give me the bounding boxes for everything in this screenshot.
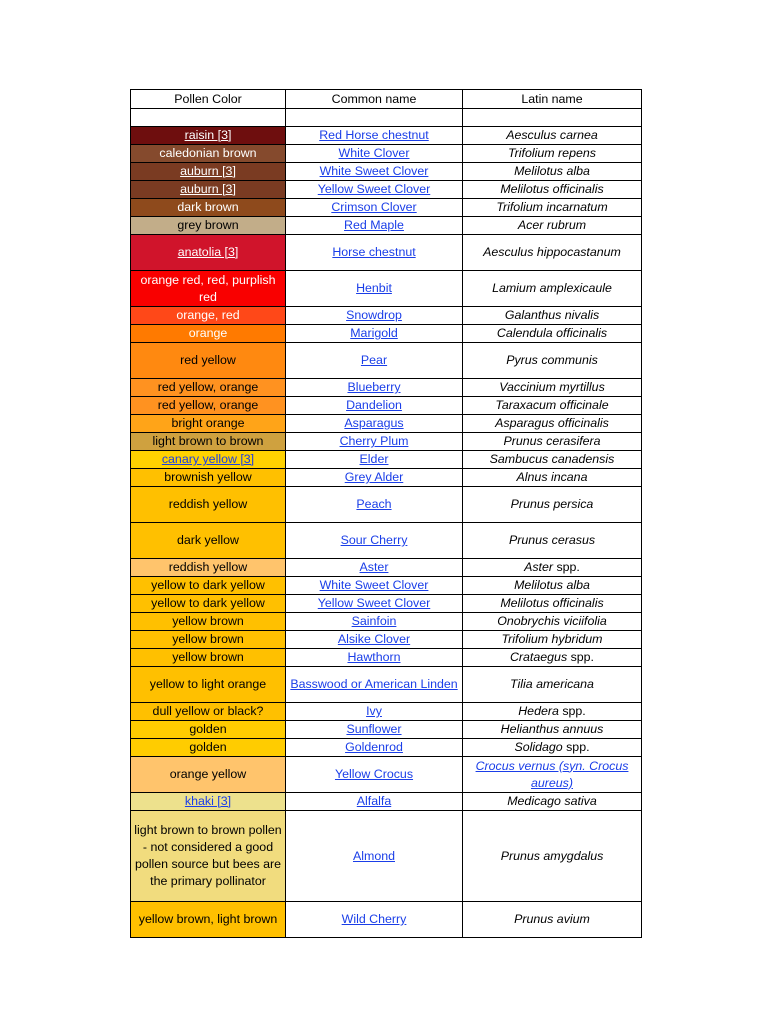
- pollen-color-cell: yellow brown: [131, 649, 286, 667]
- table-row: [131, 757, 642, 793]
- pollen-color-cell: [131, 181, 286, 199]
- pollen-color-cell: dark brown: [131, 199, 286, 217]
- table-row: [131, 217, 642, 235]
- common-name-link[interactable]: Ivy: [366, 704, 382, 718]
- common-name-link[interactable]: Snowdrop: [346, 308, 402, 322]
- latin-name-text: Melilotus alba: [514, 578, 590, 592]
- common-name-cell: [286, 523, 463, 559]
- pollen-color-cell: dull yellow or black?: [131, 703, 286, 721]
- latin-name-cell: [463, 631, 642, 649]
- common-name-link[interactable]: White Sweet Clover: [319, 164, 429, 178]
- pollen-color-link[interactable]: auburn [3]: [180, 164, 236, 178]
- common-name-link[interactable]: Elder: [359, 452, 389, 466]
- latin-name-cell: [463, 811, 642, 902]
- latin-name-cell: [463, 667, 642, 703]
- common-name-cell: [286, 397, 463, 415]
- pollen-color-cell: orange red, red, purplish red: [131, 271, 286, 307]
- pollen-color-cell: orange: [131, 325, 286, 343]
- latin-name-text: Sambucus canadensis: [489, 452, 615, 466]
- latin-name-cell: [463, 559, 642, 577]
- latin-name-cell: [463, 397, 642, 415]
- latin-name-cell: [463, 415, 642, 433]
- empty-cell: [463, 109, 642, 127]
- latin-name-text: Aesculus hippocastanum: [483, 245, 621, 259]
- pollen-color-cell: red yellow: [131, 343, 286, 379]
- latin-name-cell: [463, 145, 642, 163]
- latin-name-link[interactable]: Crocus vernus (syn. Crocus aureus): [475, 758, 629, 790]
- latin-name-cell: [463, 181, 642, 199]
- common-name-cell: [286, 721, 463, 739]
- latin-name-text: Hedera: [518, 704, 559, 718]
- common-name-link[interactable]: Peach: [356, 497, 392, 511]
- latin-name-text: Tilia americana: [510, 677, 594, 691]
- common-name-link[interactable]: Cherry Plum: [339, 434, 409, 448]
- common-name-link[interactable]: Red Horse chestnut: [319, 128, 429, 142]
- pollen-color-cell: [131, 127, 286, 145]
- table-row: [131, 379, 642, 397]
- latin-name-cell: [463, 235, 642, 271]
- pollen-color-table: [130, 89, 642, 938]
- pollen-color-cell: [131, 163, 286, 181]
- latin-name-cell: [463, 577, 642, 595]
- table-row: [131, 577, 642, 595]
- common-name-cell: [286, 631, 463, 649]
- common-name-cell: [286, 415, 463, 433]
- pollen-color-cell: grey brown: [131, 217, 286, 235]
- latin-name-text: Onobrychis viciifolia: [497, 614, 607, 628]
- latin-name-text: Medicago sativa: [507, 794, 597, 808]
- latin-name-cell: [463, 199, 642, 217]
- common-name-cell: [286, 793, 463, 811]
- common-name-link[interactable]: Aster: [359, 560, 389, 574]
- common-name-cell: [286, 307, 463, 325]
- common-name-cell: [286, 902, 463, 938]
- empty-cell: [131, 109, 286, 127]
- pollen-color-cell: reddish yellow: [131, 487, 286, 523]
- common-name-link[interactable]: Goldenrod: [345, 740, 403, 754]
- common-name-link[interactable]: Blueberry: [347, 380, 401, 394]
- common-name-cell: [286, 703, 463, 721]
- common-name-link[interactable]: Grey Alder: [344, 470, 404, 484]
- common-name-link[interactable]: Alfalfa: [356, 794, 392, 808]
- pollen-color-link[interactable]: raisin [3]: [184, 128, 232, 142]
- pollen-color-cell: caledonian brown: [131, 145, 286, 163]
- latin-name-cell: [463, 613, 642, 631]
- latin-name-cell: [463, 595, 642, 613]
- latin-name-text: Lamium amplexicaule: [492, 281, 612, 295]
- common-name-cell: [286, 199, 463, 217]
- latin-name-cell: [463, 902, 642, 938]
- latin-spp-suffix: spp.: [562, 740, 590, 754]
- latin-name-text: Pyrus communis: [506, 353, 598, 367]
- table-row: [131, 523, 642, 559]
- pollen-color-cell: yellow brown: [131, 631, 286, 649]
- latin-name-cell: [463, 433, 642, 451]
- header-common-name: Common name: [286, 90, 463, 109]
- common-name-cell: [286, 379, 463, 397]
- latin-name-cell: [463, 487, 642, 523]
- common-name-cell: [286, 217, 463, 235]
- common-name-cell: [286, 325, 463, 343]
- latin-name-cell: [463, 127, 642, 145]
- table-row: [131, 415, 642, 433]
- pollen-color-cell: orange, red: [131, 307, 286, 325]
- common-name-cell: [286, 343, 463, 379]
- table-row: [131, 307, 642, 325]
- common-name-link[interactable]: Wild Cherry: [341, 912, 407, 926]
- latin-name-cell: [463, 721, 642, 739]
- table-row: [131, 199, 642, 217]
- common-name-cell: [286, 451, 463, 469]
- table-row: [131, 235, 642, 271]
- pollen-color-cell: dark yellow: [131, 523, 286, 559]
- common-name-cell: [286, 469, 463, 487]
- table-row: [131, 902, 642, 938]
- latin-name-cell: [463, 379, 642, 397]
- table-row: [131, 595, 642, 613]
- latin-name-cell: [463, 217, 642, 235]
- latin-name-cell: [463, 523, 642, 559]
- common-name-cell: [286, 667, 463, 703]
- pollen-color-cell: red yellow, orange: [131, 397, 286, 415]
- common-name-link[interactable]: Hawthorn: [347, 650, 401, 664]
- table-row: [131, 793, 642, 811]
- latin-name-cell: [463, 649, 642, 667]
- latin-name-text: Aesculus carnea: [506, 128, 598, 142]
- latin-name-text: Melilotus officinalis: [500, 182, 604, 196]
- pollen-color-cell: light brown to brown: [131, 433, 286, 451]
- latin-name-text: Galanthus nivalis: [504, 308, 600, 322]
- common-name-link[interactable]: Red Maple: [344, 218, 404, 232]
- pollen-color-cell: red yellow, orange: [131, 379, 286, 397]
- pollen-color-cell: golden: [131, 721, 286, 739]
- latin-name-text: Prunus amygdalus: [500, 848, 604, 863]
- common-name-cell: [286, 559, 463, 577]
- common-name-link[interactable]: Dandelion: [346, 398, 402, 412]
- common-name-link[interactable]: Crimson Clover: [331, 200, 417, 214]
- latin-name-cell: [463, 307, 642, 325]
- pollen-color-cell: golden: [131, 739, 286, 757]
- common-name-cell: [286, 757, 463, 793]
- table-row: [131, 451, 642, 469]
- table-body: [131, 90, 642, 938]
- empty-cell: [286, 109, 463, 127]
- pollen-color-cell: [131, 451, 286, 469]
- common-name-link[interactable]: Pear: [360, 353, 388, 367]
- latin-name-text: Alnus incana: [516, 470, 588, 484]
- common-name-cell: [286, 163, 463, 181]
- common-name-link[interactable]: Sour Cherry: [340, 533, 408, 547]
- common-name-link[interactable]: Almond: [352, 848, 395, 863]
- table-row: [131, 703, 642, 721]
- common-name-link[interactable]: White Sweet Clover: [319, 578, 429, 592]
- table-row: [131, 271, 642, 307]
- table-row: [131, 127, 642, 145]
- latin-name-text: Taraxacum officinale: [495, 398, 609, 412]
- table-row: [131, 343, 642, 379]
- latin-name-cell: [463, 343, 642, 379]
- latin-name-text: Aster: [524, 560, 554, 574]
- latin-spp-suffix: spp.: [553, 560, 580, 574]
- latin-spp-suffix: spp.: [567, 650, 595, 664]
- header-pollen-color: Pollen Color: [131, 90, 286, 109]
- latin-name-text: Prunus cerasifera: [503, 434, 601, 448]
- latin-name-cell: [463, 451, 642, 469]
- common-name-cell: [286, 271, 463, 307]
- latin-name-text: Helianthus annuus: [500, 722, 604, 736]
- pollen-color-link[interactable]: canary yellow [3]: [161, 452, 255, 466]
- table-row: [131, 433, 642, 451]
- table-row: [131, 721, 642, 739]
- pollen-color-cell: bright orange: [131, 415, 286, 433]
- pollen-color-cell: [131, 235, 286, 271]
- table-row: [131, 181, 642, 199]
- header-row: [131, 90, 642, 109]
- empty-row: [131, 109, 642, 127]
- latin-name-cell: [463, 793, 642, 811]
- table-row: [131, 469, 642, 487]
- common-name-cell: [286, 649, 463, 667]
- table-row: [131, 397, 642, 415]
- common-name-cell: [286, 433, 463, 451]
- table-row: [131, 613, 642, 631]
- table-row: [131, 811, 642, 902]
- table-row: [131, 559, 642, 577]
- pollen-color-cell: reddish yellow: [131, 559, 286, 577]
- latin-name-text: Trifolium hybridum: [501, 632, 603, 646]
- table-row: [131, 487, 642, 523]
- pollen-color-cell: [131, 793, 286, 811]
- common-name-cell: [286, 145, 463, 163]
- latin-spp-suffix: spp.: [558, 704, 586, 718]
- pollen-color-link[interactable]: anatolia [3]: [177, 245, 239, 259]
- pollen-color-link[interactable]: khaki [3]: [184, 794, 232, 808]
- pollen-color-cell: yellow to dark yellow: [131, 595, 286, 613]
- common-name-link[interactable]: Horse chestnut: [332, 245, 416, 259]
- common-name-link[interactable]: Sainfoin: [351, 614, 397, 628]
- latin-name-text: Prunus cerasus: [508, 533, 596, 547]
- common-name-link[interactable]: Marigold: [350, 326, 398, 340]
- common-name-link[interactable]: Asparagus: [344, 416, 404, 430]
- latin-name-text: Solidago: [514, 740, 563, 754]
- common-name-link[interactable]: Henbit: [356, 281, 392, 295]
- latin-name-text: Melilotus alba: [514, 164, 590, 178]
- latin-name-text: Trifolium incarnatum: [496, 200, 608, 214]
- common-name-cell: [286, 127, 463, 145]
- table-row: [131, 325, 642, 343]
- pollen-color-cell: yellow brown: [131, 613, 286, 631]
- latin-name-text: Melilotus officinalis: [500, 596, 604, 610]
- latin-name-text: Trifolium repens: [508, 146, 596, 160]
- common-name-link[interactable]: Sunflower: [346, 722, 402, 736]
- latin-name-text: Prunus avium: [514, 912, 590, 926]
- latin-name-cell: [463, 739, 642, 757]
- common-name-cell: [286, 613, 463, 631]
- latin-name-text: Asparagus officinalis: [495, 416, 609, 430]
- common-name-cell: [286, 181, 463, 199]
- latin-name-cell: [463, 325, 642, 343]
- pollen-color-cell: brownish yellow: [131, 469, 286, 487]
- table-row: [131, 631, 642, 649]
- common-name-cell: [286, 487, 463, 523]
- common-name-cell: [286, 811, 463, 902]
- common-name-link[interactable]: Yellow Crocus: [334, 767, 414, 781]
- pollen-color-link[interactable]: auburn [3]: [180, 182, 236, 196]
- table-row: [131, 667, 642, 703]
- common-name-link[interactable]: Basswood or American Linden: [290, 677, 458, 691]
- latin-name-cell: [463, 271, 642, 307]
- table-row: [131, 145, 642, 163]
- table-row: [131, 163, 642, 181]
- pollen-color-cell: yellow to dark yellow: [131, 577, 286, 595]
- pollen-color-cell: yellow brown, light brown: [131, 902, 286, 938]
- latin-name-text: Vaccinium myrtillus: [499, 380, 605, 394]
- latin-name-text: Crataegus: [509, 650, 568, 664]
- latin-name-text: Calendula officinalis: [496, 326, 608, 340]
- common-name-link[interactable]: Yellow Sweet Clover: [317, 182, 431, 196]
- common-name-cell: [286, 235, 463, 271]
- table-row: [131, 739, 642, 757]
- latin-name-cell: [463, 703, 642, 721]
- table-row: [131, 649, 642, 667]
- header-latin-name: Latin name: [463, 90, 642, 109]
- common-name-link[interactable]: Alsike Clover: [337, 632, 411, 646]
- latin-name-text: Acer rubrum: [517, 218, 587, 232]
- common-name-link[interactable]: White Clover: [338, 146, 410, 160]
- latin-name-cell: [463, 469, 642, 487]
- latin-name-cell: [463, 163, 642, 181]
- common-name-cell: [286, 595, 463, 613]
- pollen-color-cell: yellow to light orange: [131, 667, 286, 703]
- common-name-cell: [286, 739, 463, 757]
- common-name-cell: [286, 577, 463, 595]
- pollen-color-cell: light brown to brown pollen - not considered a good pollen source but bees are the primary pollinator: [131, 811, 286, 902]
- latin-name-text: Prunus persica: [510, 497, 594, 511]
- pollen-color-cell: orange yellow: [131, 757, 286, 793]
- common-name-link[interactable]: Yellow Sweet Clover: [317, 596, 431, 610]
- latin-name-cell: [463, 757, 642, 793]
